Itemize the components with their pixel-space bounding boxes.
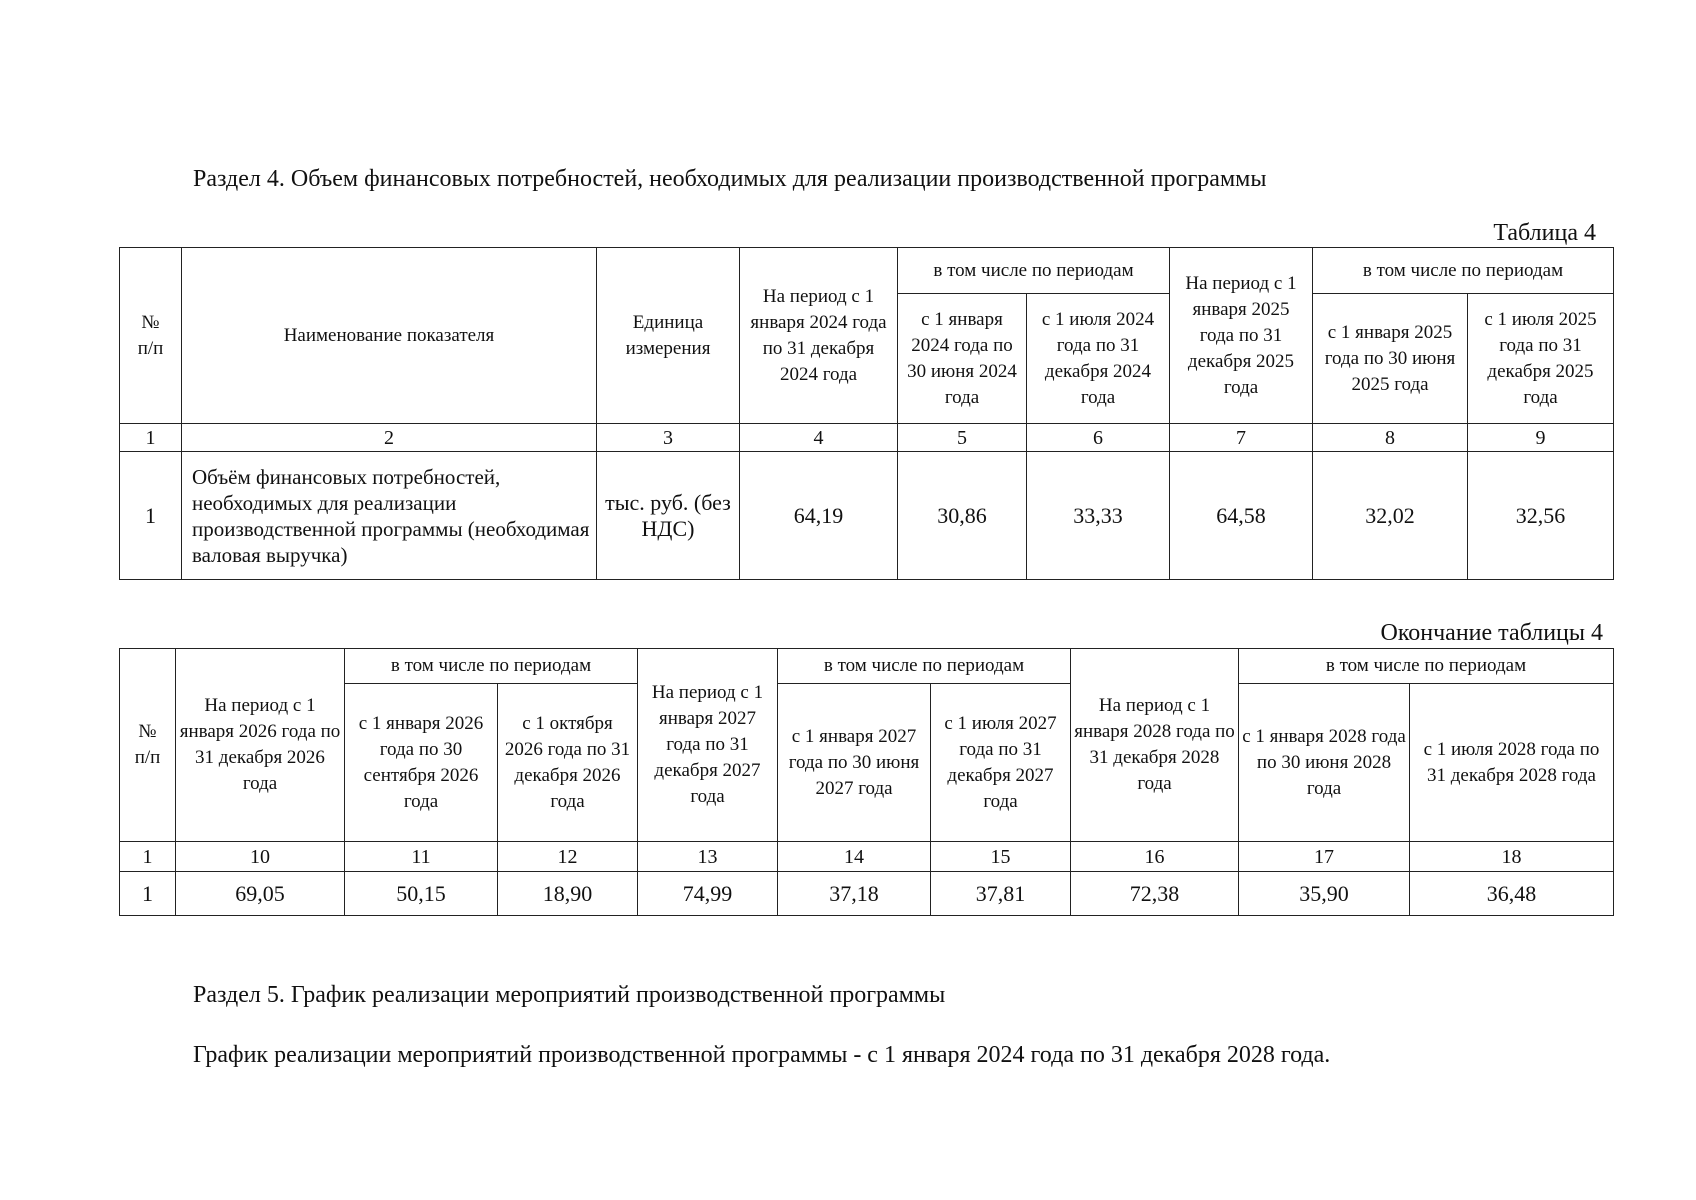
table-4-end-caption: Окончание таблицы 4 (1380, 620, 1603, 646)
header-indicator-name: Наименование показателя (182, 248, 597, 424)
col-number: 6 (1027, 424, 1170, 452)
section-5-heading: Раздел 5. График реализации мероприятий производственной программы (193, 982, 946, 1008)
header-period-2026: На период с 1 января 2026 года по 31 декабря 2026 года (176, 649, 345, 842)
col-number: 9 (1468, 424, 1614, 452)
table-row (120, 452, 1614, 580)
col-number: 16 (1071, 842, 1239, 872)
col-number: 5 (898, 424, 1027, 452)
header-period-2025: На период с 1 января 2025 года по 31 декабря 2025 года (1170, 248, 1313, 424)
value-2025-h2: 32,56 (1468, 452, 1614, 580)
header-num: № п/п (120, 248, 182, 424)
value-2027-h2: 37,81 (931, 872, 1071, 916)
col-number: 11 (345, 842, 498, 872)
value-2024-h1: 30,86 (898, 452, 1027, 580)
col-number: 2 (182, 424, 597, 452)
header-2025-h2: с 1 июля 2025 года по 31 декабря 2025 года (1468, 294, 1614, 424)
value-2026-a: 50,15 (345, 872, 498, 916)
header-period-2028: На период с 1 января 2028 года по 31 декабря 2028 года (1071, 649, 1239, 842)
col-number: 17 (1239, 842, 1410, 872)
header-2028-h1: с 1 января 2028 года по 30 июня 2028 года (1239, 684, 1410, 842)
column-number-row (120, 842, 1614, 872)
header-period-2024: На период с 1 января 2024 года по 31 декабря 2024 года (740, 248, 898, 424)
col-number: 15 (931, 842, 1071, 872)
header-num: № п/п (120, 649, 176, 842)
value-2028-h1: 35,90 (1239, 872, 1410, 916)
header-2026-a: с 1 января 2026 года по 30 сентября 2026 года (345, 684, 498, 842)
value-2028: 72,38 (1071, 872, 1239, 916)
col-number: 18 (1410, 842, 1614, 872)
column-number-row (120, 424, 1614, 452)
header-2028-h2: с 1 июля 2028 года по 31 декабря 2028 года (1410, 684, 1614, 842)
financial-needs-table-end (119, 648, 1614, 916)
header-subperiods-2026: в том числе по периодам (345, 649, 638, 684)
header-2024-h1: с 1 января 2024 года по 30 июня 2024 года (898, 294, 1027, 424)
row-indicator-name: Объём финансовых потребностей, необходимых для реализации производственной программы (необходимая валовая выручка) (182, 452, 597, 580)
header-2025-h1: с 1 января 2025 года по 30 июня 2025 года (1313, 294, 1468, 424)
header-unit: Единица измерения (597, 248, 740, 424)
value-2026-b: 18,90 (498, 872, 638, 916)
value-2028-h2: 36,48 (1410, 872, 1614, 916)
col-number: 13 (638, 842, 778, 872)
col-number: 1 (120, 424, 182, 452)
value-2026: 69,05 (176, 872, 345, 916)
col-number: 14 (778, 842, 931, 872)
col-number: 4 (740, 424, 898, 452)
section-4-heading: Раздел 4. Объем финансовых потребностей, необходимых для реализации производственной программы (193, 166, 1267, 192)
header-subperiods-2027: в том числе по периодам (778, 649, 1071, 684)
col-number: 3 (597, 424, 740, 452)
value-2027-h1: 37,18 (778, 872, 931, 916)
table-4-caption: Таблица 4 (1493, 220, 1596, 246)
header-period-2027: На период с 1 января 2027 года по 31 декабря 2027 года (638, 649, 778, 842)
header-subperiods-2025: в том числе по периодам (1313, 248, 1614, 294)
value-2025-h1: 32,02 (1313, 452, 1468, 580)
schedule-text: График реализации мероприятий производственной программы - с 1 января 2024 года по 31 декабря 2028 года. (193, 1042, 1331, 1068)
header-subperiods-2028: в том числе по периодам (1239, 649, 1614, 684)
value-2025: 64,58 (1170, 452, 1313, 580)
col-number: 10 (176, 842, 345, 872)
financial-needs-table (119, 247, 1614, 580)
value-2024-h2: 33,33 (1027, 452, 1170, 580)
value-2024: 64,19 (740, 452, 898, 580)
row-num: 1 (120, 872, 176, 916)
table-row (120, 872, 1614, 916)
row-num: 1 (120, 452, 182, 580)
header-2027-h2: с 1 июля 2027 года по 31 декабря 2027 года (931, 684, 1071, 842)
col-number: 12 (498, 842, 638, 872)
header-2027-h1: с 1 января 2027 года по 30 июня 2027 года (778, 684, 931, 842)
col-number: 1 (120, 842, 176, 872)
header-2026-b: с 1 октября 2026 года по 31 декабря 2026 года (498, 684, 638, 842)
row-unit: тыс. руб. (без НДС) (597, 452, 740, 580)
header-2024-h2: с 1 июля 2024 года по 31 декабря 2024 года (1027, 294, 1170, 424)
value-2027: 74,99 (638, 872, 778, 916)
col-number: 8 (1313, 424, 1468, 452)
header-subperiods-2024: в том числе по периодам (898, 248, 1170, 294)
col-number: 7 (1170, 424, 1313, 452)
